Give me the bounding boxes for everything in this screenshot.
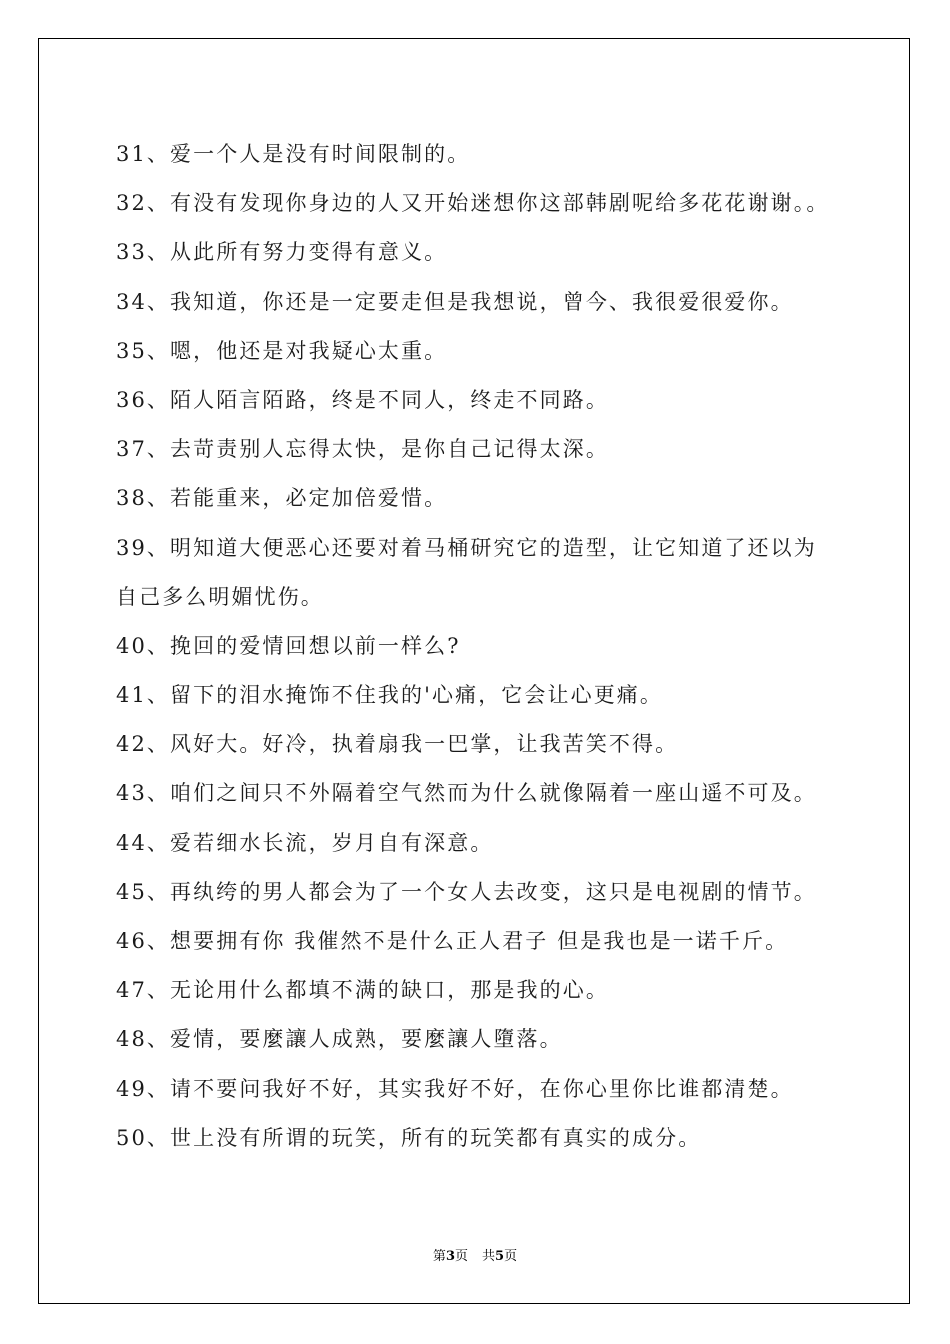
text-line: 43、咱们之间只不外隔着空气然而为什么就像隔着一座山遥不可及。 bbox=[116, 781, 817, 806]
text-line: 自己多么明媚忧伤。 bbox=[116, 584, 324, 609]
text-line: 49、请不要问我好不好，其实我好不好，在你心里你比谁都清楚。 bbox=[116, 1076, 794, 1101]
total-suffix: 页 bbox=[504, 1249, 518, 1264]
page-footer bbox=[0, 1245, 950, 1264]
text-line: 37、去苛责别人忘得太快，是你自己记得太深。 bbox=[116, 437, 609, 462]
text-line: 33、从此所有努力变得有意义。 bbox=[116, 240, 448, 265]
total-prefix: 共 bbox=[482, 1249, 496, 1264]
text-line: 35、嗯，他还是对我疑心太重。 bbox=[116, 338, 448, 363]
text-line: 42、风好大。好冷，执着扇我一巴掌，让我苦笑不得。 bbox=[116, 732, 679, 757]
text-line: 41、留下的泪水掩饰不住我的'心痛，它会让心更痛。 bbox=[116, 683, 663, 708]
text-line: 39、明知道大便恶心还要对着马桶研究它的造型，让它知道了还以为 bbox=[116, 535, 817, 560]
text-line: 32、有没有发现你身边的人又开始迷想你这部韩剧呢给多花花谢谢。。 bbox=[116, 191, 830, 216]
text-line: 45、再纨绔的男人都会为了一个女人去改变，这只是电视剧的情节。 bbox=[116, 879, 817, 904]
text-line: 36、陌人陌言陌路，终是不同人，终走不同路。 bbox=[116, 387, 609, 412]
page-mid: 页 bbox=[454, 1249, 468, 1264]
text-line: 40、挽回的爱情回想以前一样么? bbox=[116, 633, 461, 658]
page-current: 3 bbox=[445, 1249, 455, 1264]
text-line: 34、我知道，你还是一定要走但是我想说，曾今、我很爱很爱你。 bbox=[116, 289, 794, 314]
text-line: 31、爱一个人是没有时间限制的。 bbox=[116, 142, 471, 166]
text-line: 48、爱情，要麼讓人成熟，要麼讓人墮落。 bbox=[116, 1027, 563, 1052]
text-line: 50、世上没有所谓的玩笑，所有的玩笑都有真实的成分。 bbox=[116, 1125, 702, 1150]
page-prefix: 第 bbox=[432, 1249, 446, 1264]
page-total: 5 bbox=[495, 1249, 505, 1264]
text-line: 46、想要拥有你 我催然不是什么正人君子 但是我也是一诺千斤。 bbox=[116, 929, 789, 953]
text-line: 38、若能重来，必定加倍爱惜。 bbox=[116, 486, 448, 511]
text-line: 47、无论用什么都填不满的缺口，那是我的心。 bbox=[116, 978, 609, 1003]
text-line: 44、爱若细水长流，岁月自有深意。 bbox=[116, 830, 494, 855]
document-body bbox=[116, 130, 856, 1163]
